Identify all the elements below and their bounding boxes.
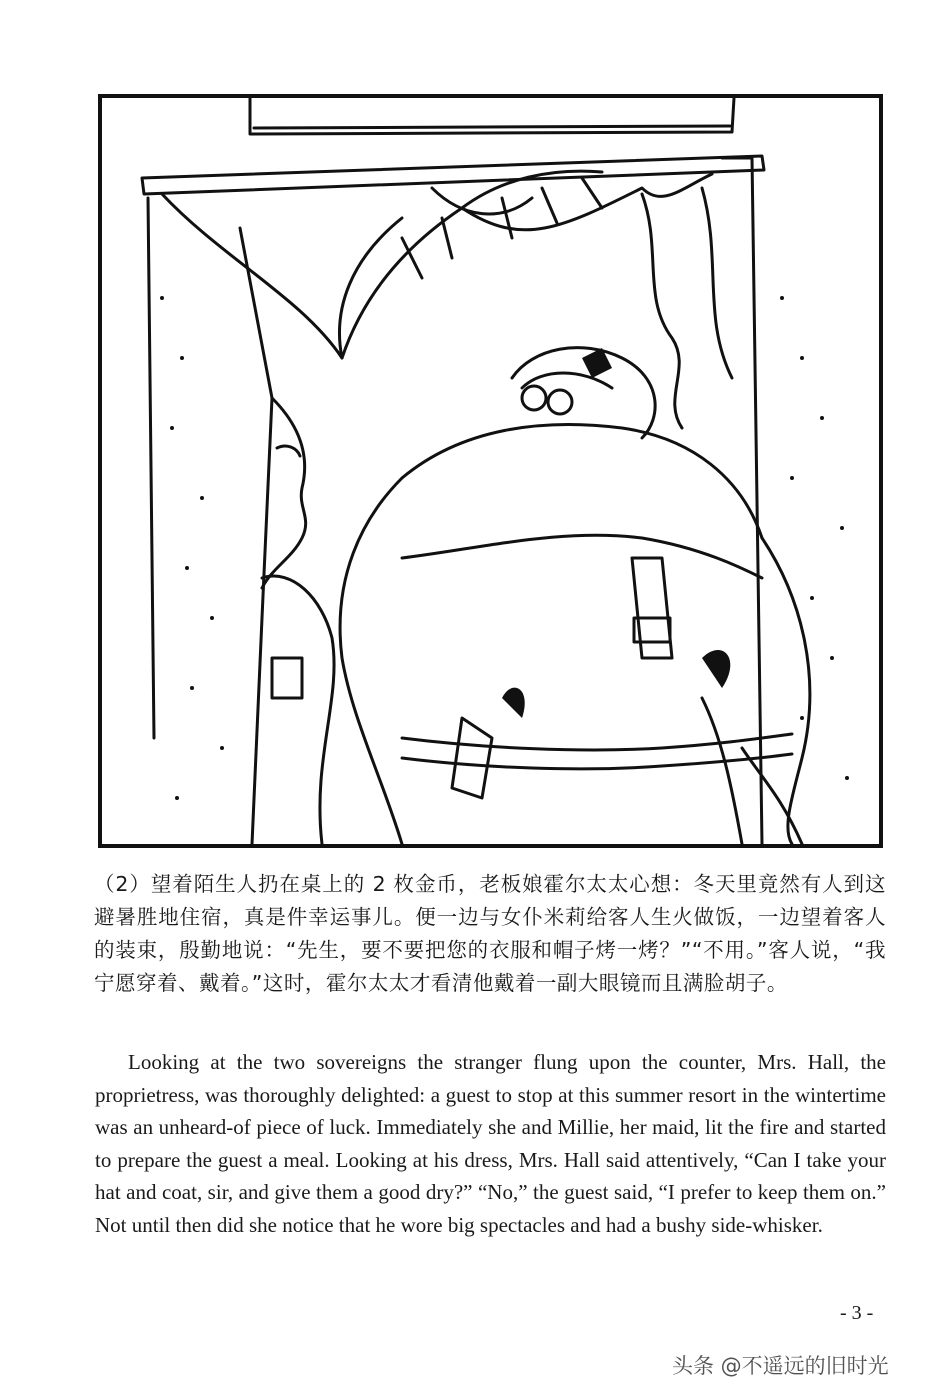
illustration: [98, 94, 883, 848]
watermark: 头条 @不遥远的旧时光: [672, 1354, 889, 1378]
paragraph-chinese: （2）望着陌生人扔在桌上的 2 枚金币，老板娘霍尔太太心想：冬天里竟然有人到这避暑胜地住宿，真是件幸运事儿。便一边与女仆米莉给客人生火做饭，一边望着客人的装束，殷勤地说：“先生，要不要把您的衣服和帽子烤一烤？”“不用。”客人说，“我宁愿穿着、戴着。”这时，霍尔太太才看清他戴着一副大眼镜而且满脸胡子。: [94, 872, 886, 995]
sketch-drawing: [102, 98, 879, 844]
page-number: - 3 -: [840, 1302, 874, 1324]
paragraph-english: Looking at the two sovereigns the stranger flung upon the counter, Mrs. Hall, the proprietress, was thoroughly delighted: a guest to stop at this summer resort in the wintertime was an unheard-of piece of luck. Immediately she and Millie, her maid, lit the fire and started to prepare the guest a meal. Looking at his dress, Mrs. Hall said attentively, “Can I take your hat and coat, sir, and give them a good dry?” “No,” the guest said, “I prefer to keep them on.” Not until then did she notice that he wore big spectacles and had a bushy side-whisker.: [95, 1050, 886, 1237]
